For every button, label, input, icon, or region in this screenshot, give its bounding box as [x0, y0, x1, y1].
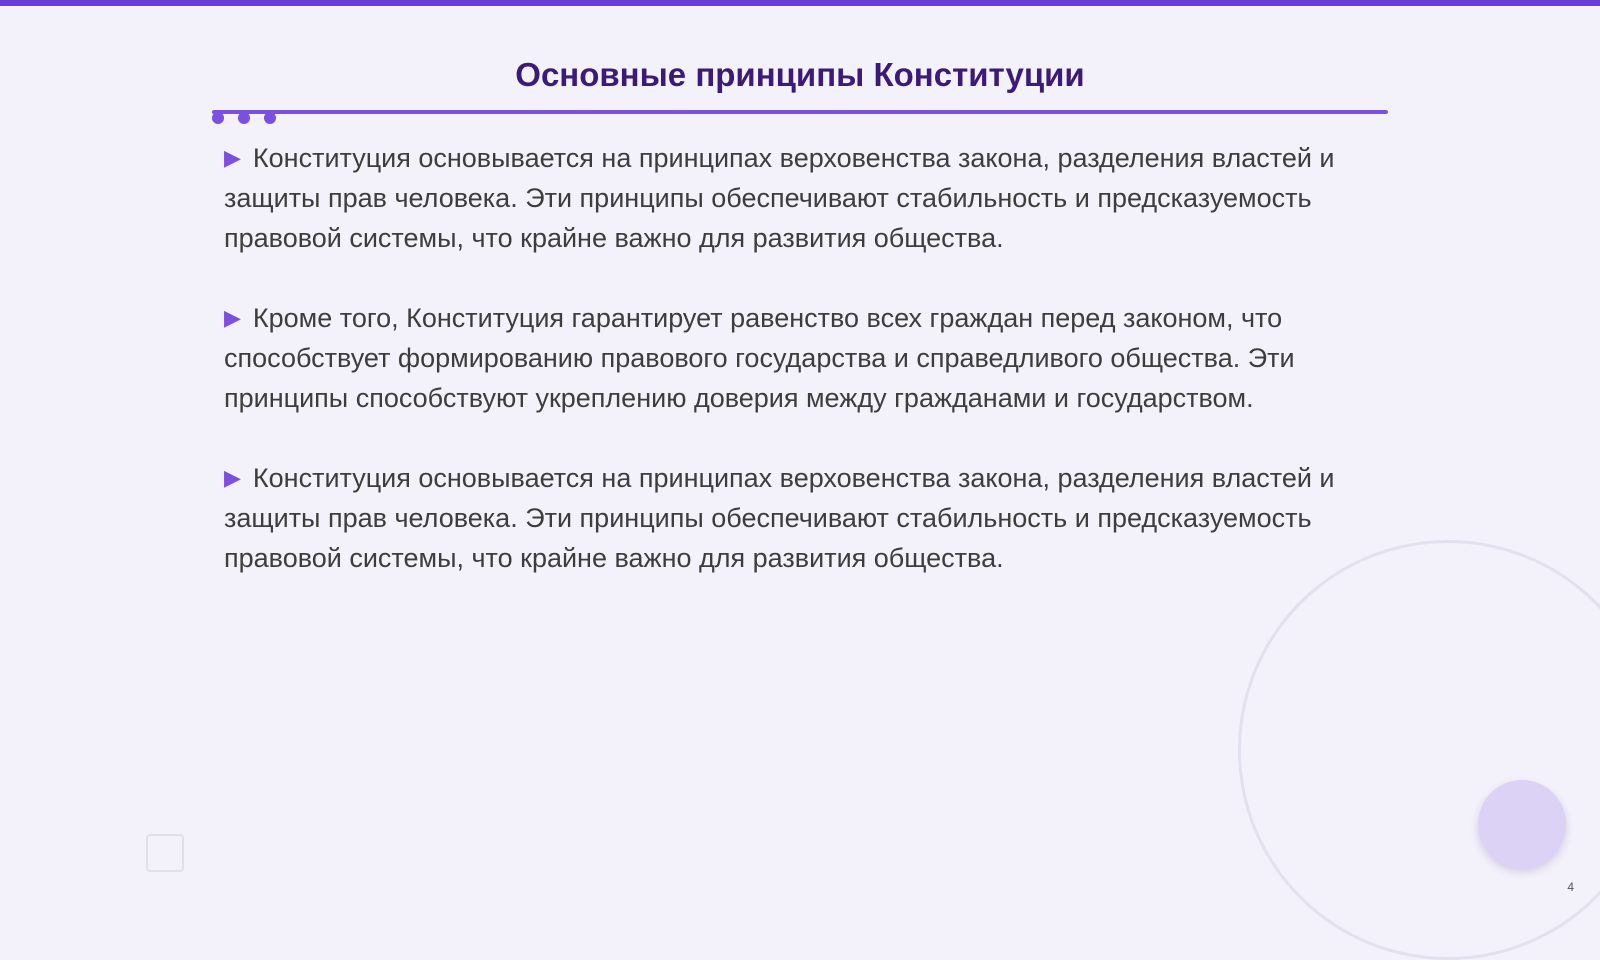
- decorative-circle: [1478, 780, 1566, 868]
- decorative-dot: [264, 112, 276, 124]
- bullet-text: Конституция основывается на принципах верховенства закона, разделения властей и защиты прав человека. Эти принципы обеспечивают стабильность и предсказуемость правовой системы, что крайне важно для развития общества.: [224, 143, 1335, 253]
- bullet-item: [224, 458, 1374, 578]
- decorative-dot: [238, 112, 250, 124]
- bullet-item: [224, 298, 1374, 418]
- slide-title: Основные принципы Конституции: [515, 56, 1085, 93]
- triangle-bullet-icon: ▶: [224, 145, 241, 170]
- top-accent-bar: [0, 0, 1600, 6]
- title-underline: [212, 110, 1388, 114]
- triangle-bullet-icon: ▶: [224, 305, 241, 330]
- bullet-text: Конституция основывается на принципах верховенства закона, разделения властей и защиты прав человека. Эти принципы обеспечивают стабильность и предсказуемость правовой системы, что крайне важно для развития общества.: [224, 463, 1335, 573]
- decorative-square: [146, 834, 184, 872]
- bullet-item: [224, 138, 1374, 258]
- bullet-list: [224, 138, 1374, 618]
- bullet-text: Кроме того, Конституция гарантирует равенство всех граждан перед законом, что способствует формированию правового государства и справедливого общества. Эти принципы способствуют укреплению доверия между гражданами и государством.: [224, 303, 1295, 413]
- page-number: 4: [1567, 880, 1574, 894]
- triangle-bullet-icon: ▶: [224, 465, 241, 490]
- decorative-dot: [212, 112, 224, 124]
